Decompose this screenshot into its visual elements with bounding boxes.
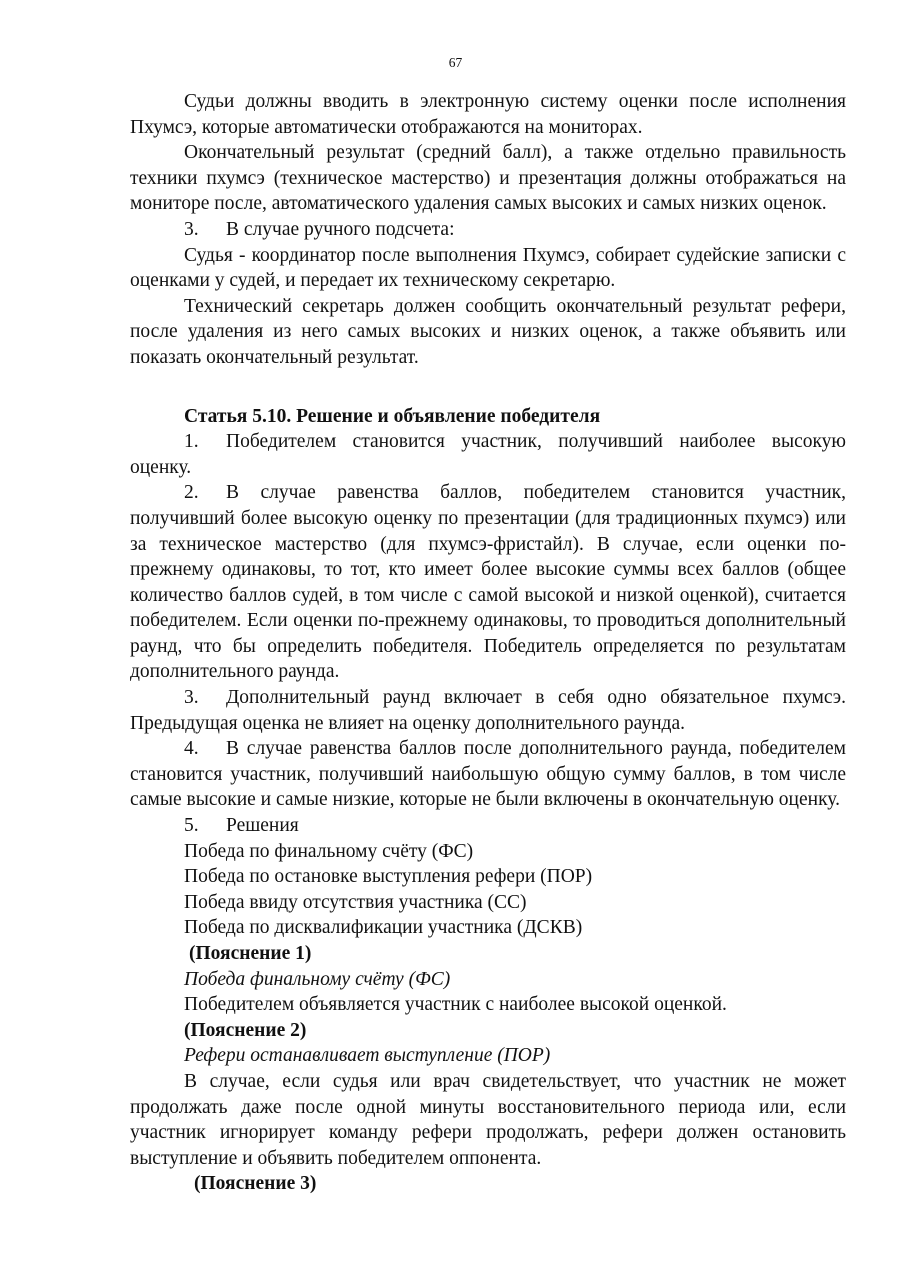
decision-item: Победа по финальному счёту (ФС) xyxy=(184,840,474,862)
list-number: 1. xyxy=(184,431,199,453)
list-item-text: Дополнительный раунд включает в себя одно обязательное пхумсэ. Предыдущая оценка не влияет на оценку дополнительного раунда. xyxy=(130,687,846,734)
list-number: 3. xyxy=(184,687,199,709)
page-number: 67 xyxy=(448,55,463,70)
list-number: 3. xyxy=(184,218,199,240)
list-item-text: Победителем становится участник, получивший наиболее высокую оценку. xyxy=(130,431,846,478)
list-item xyxy=(130,480,846,685)
list-item-text: Решения xyxy=(226,815,299,837)
paragraph-final-result: Окончательный результат (средний балл), а также отдельно правильность техники пхумсэ (техническое мастерство) и презентация должны отображаться на мониторе после, автоматического удаления самых высоких и самых низких оценок. xyxy=(130,142,846,215)
list-number: 5. xyxy=(184,815,199,837)
paragraph-coordinator: Судья - координатор после выполнения Пхумсэ, собирает судейские записки с оценками у судей, и передает их техническому секретарю. xyxy=(130,244,846,292)
paragraph-judges-input: Судьи должны вводить в электронную систему оценки после исполнения Пхумсэ, которые автоматически отображаются на мониторах. xyxy=(130,91,846,138)
list-number: 2. xyxy=(184,482,199,504)
section-gap xyxy=(130,371,846,404)
list-item xyxy=(130,685,846,736)
list-item-text: В случае ручного подсчета: xyxy=(226,218,455,240)
note-text: Победителем объявляется участник с наиболее высокой оценкой. xyxy=(184,994,727,1016)
paragraph-secretary: Технический секретарь должен сообщить окончательный результат рефери, после удаления из него самых высоких и низких оценок, а также объявить или показать окончательный результат. xyxy=(130,295,846,368)
note-subtitle: Рефери останавливает выступление (ПОР) xyxy=(184,1045,551,1067)
list-item xyxy=(130,429,846,480)
decision-item: Победа ввиду отсутствия участника (СС) xyxy=(184,891,527,913)
section-heading: Статья 5.10. Решение и объявление победителя xyxy=(184,405,601,427)
decision-item: Победа по остановке выступления рефери (ПОР) xyxy=(184,866,593,888)
note-title: (Пояснение 1) xyxy=(189,943,312,964)
document-body xyxy=(130,89,846,1197)
list-number: 4. xyxy=(184,738,199,760)
list-item-text: В случае равенства баллов после дополнительного раунда, победителем становится участник, получивший наибольшую общую сумму баллов, в том числе самые высокие и самые низкие, которые не были включены в окончательную оценку. xyxy=(130,738,846,811)
list-item xyxy=(130,813,846,839)
list-item-text: В случае равенства баллов, победителем становится участник, получивший более высокую оценку по презентации (для традиционных пхумсэ) или за техническое мастерство (для пхумсэ-фристайл). В случае, если оценки по-прежнему одинаковы, то тот, кто имеет более высокие суммы всех баллов (общее количество баллов судей, в том числе с самой высокой и низкой оценкой), считается победителем. Если оценки по-прежнему одинаковы, то проводиться дополнительный раунд, что бы определить победителя. Победитель определяется по результатам дополнительного раунда. xyxy=(130,482,846,683)
note-text: В случае, если судья или врач свидетельствует, что участник не может продолжать даже после одной минуты восстановительного периода или, если участник игнорирует команду рефери продолжать, рефери должен остановить выступление и объявить победителем оппонента. xyxy=(130,1070,846,1169)
note-subtitle: Победа финальному счёту (ФС) xyxy=(184,968,451,990)
note-title: (Пояснение 3) xyxy=(194,1173,317,1195)
decision-item: Победа по дисквалификации участника (ДСКВ) xyxy=(184,917,583,939)
list-item xyxy=(130,736,846,813)
list-item-manual-count xyxy=(130,217,846,243)
note-title: (Пояснение 2) xyxy=(184,1019,307,1041)
